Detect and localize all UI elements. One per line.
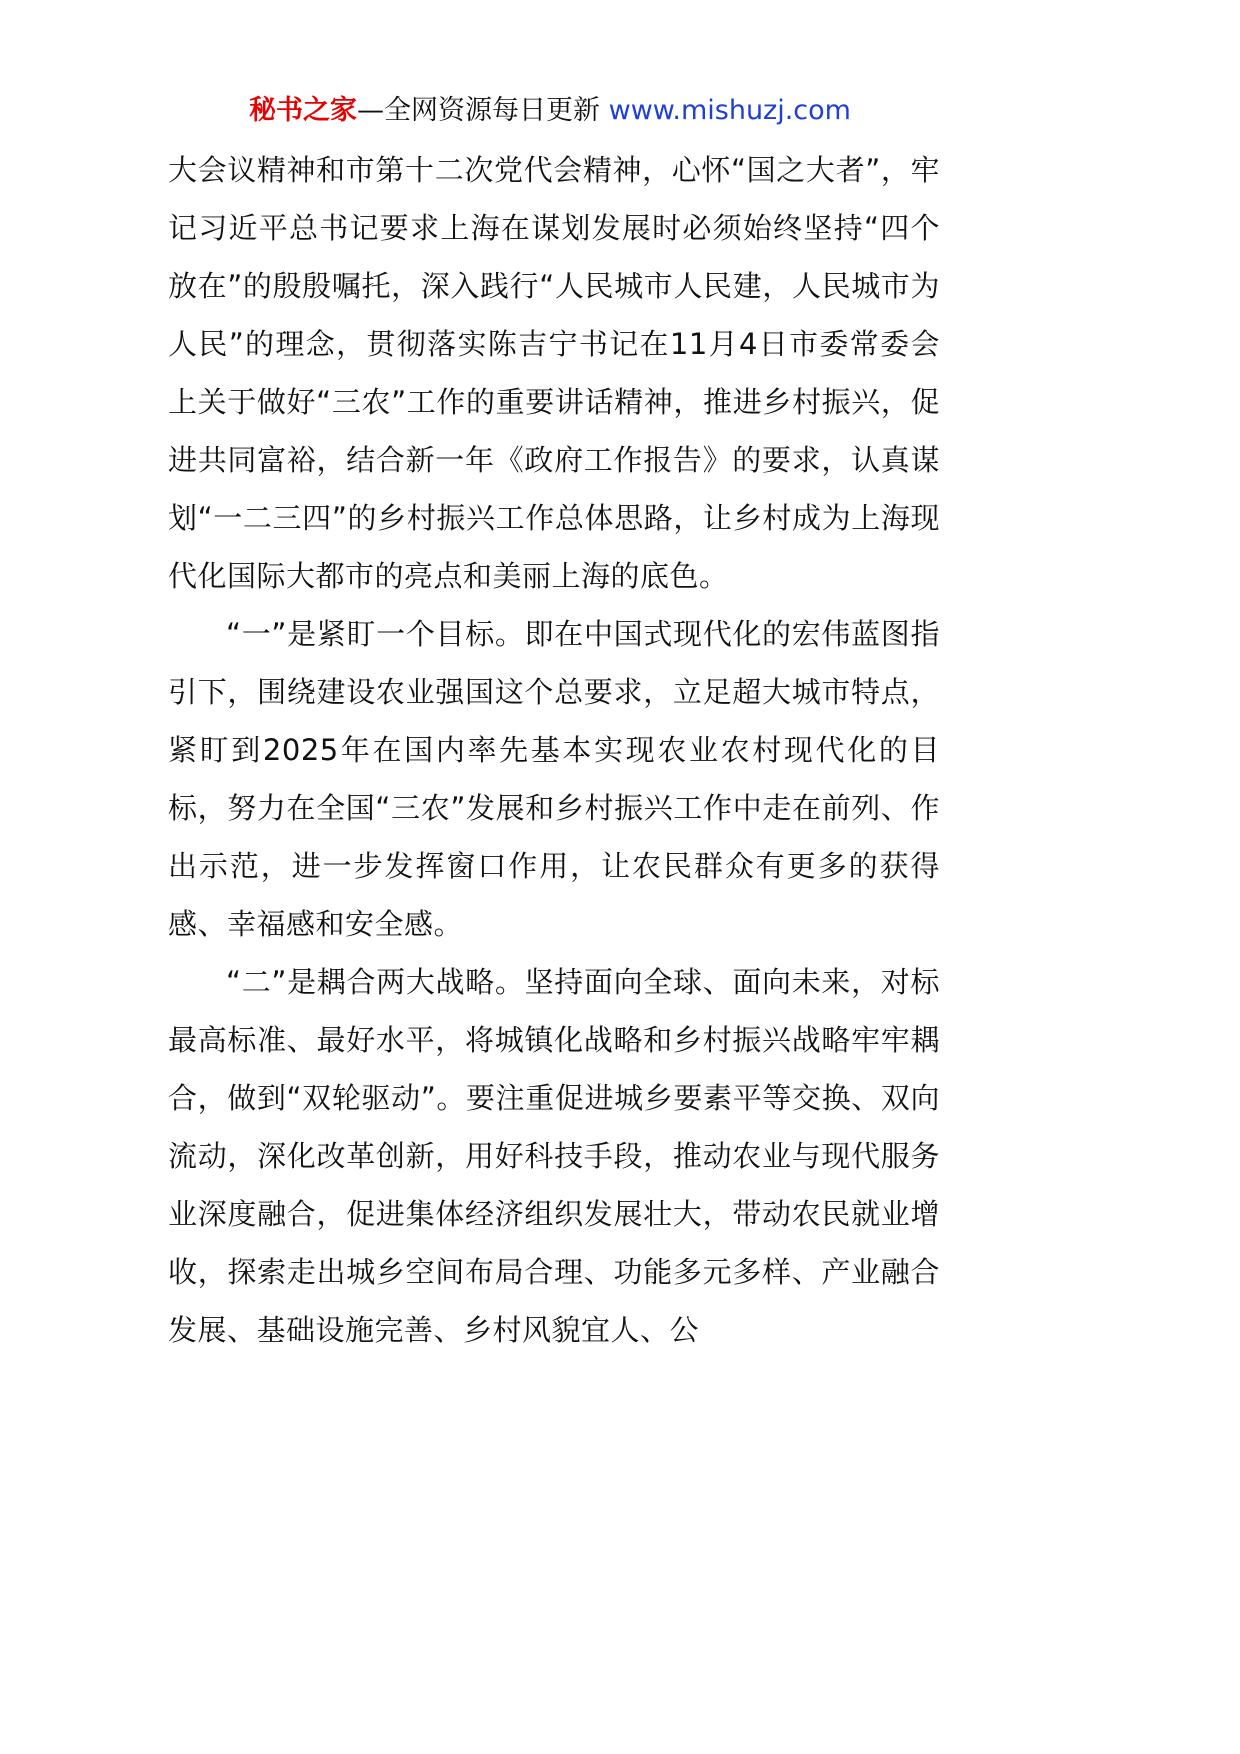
- document-body: [168, 141, 940, 1359]
- banner-slogan: —全网资源每日更新: [357, 95, 609, 126]
- paragraph: “二”是耦合两大战略。坚持面向全球、面向未来，对标最高标准、最好水平，将城镇化战略和乡村振兴战略牢牢耦合，做到“双轮驱动”。要注重促进城乡要素平等交换、双向流动，深化改革创新，用好科技手段，推动农业与现代服务业深度融合，促进集体经济组织发展壮大，带动农民就业增收，探索走出城乡空间布局合理、功能多元多样、产业融合发展、基础设施完善、乡村风貌宜人、公: [168, 965, 940, 1347]
- paragraph: 大会议精神和市第十二次党代会精神，心怀“国之大者”，牢记习近平总书记要求上海在谋划发展时必须始终坚持“四个放在”的殷殷嘱托，深入践行“人民城市人民建，人民城市为人民”的理念，贯彻落实陈吉宁书记在11月4日市委常委会上关于做好“三农”工作的重要讲话精神，推进乡村振兴，促进共同富裕，结合新一年《政府工作报告》的要求，认真谋划“一二三四”的乡村振兴工作总体思路，让乡村成为上海现代化国际大都市的亮点和美丽上海的底色。: [168, 153, 940, 593]
- site-url-link[interactable]: www.mishuzj.com: [608, 95, 851, 126]
- site-banner: [0, 92, 1100, 130]
- paragraph: “一”是紧盯一个目标。即在中国式现代化的宏伟蓝图指引下，围绕建设农业强国这个总要求，立足超大城市特点，紧盯到2025年在国内率先基本实现农业农村现代化的目标，努力在全国“三农”发展和乡村振兴工作中走在前列、作出示范，进一步发挥窗口作用，让农民群众有更多的获得感、幸福感和安全感。: [168, 617, 940, 941]
- brand-name: 秘书之家: [249, 95, 358, 126]
